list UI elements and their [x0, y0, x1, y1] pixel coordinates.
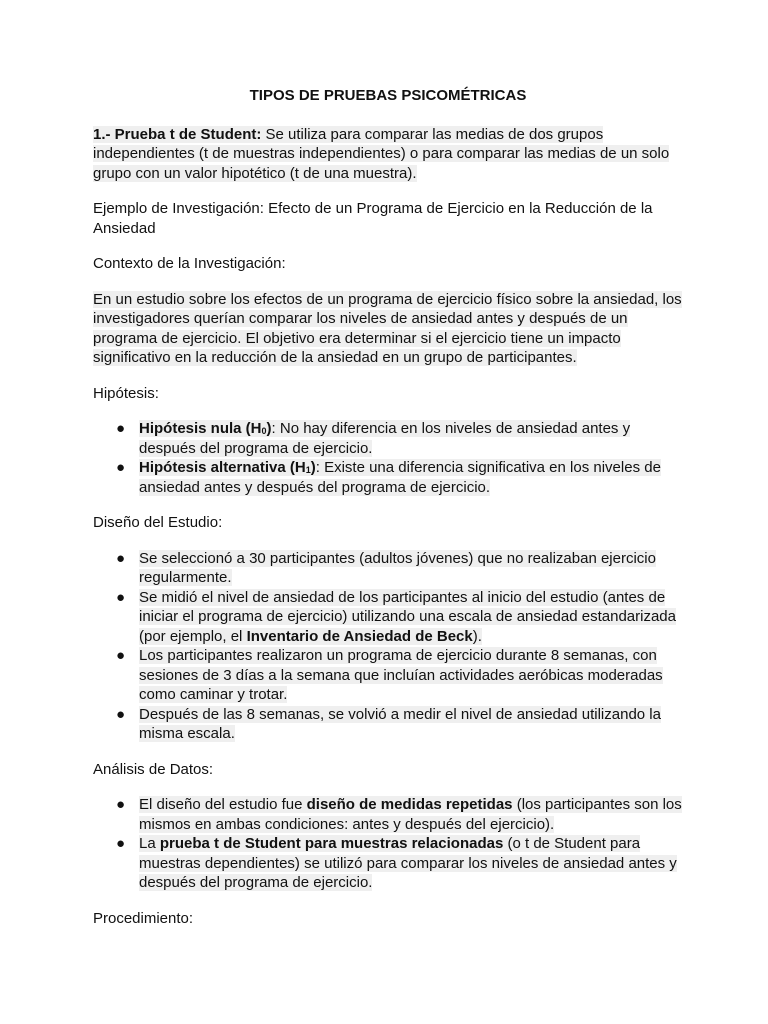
list-item: [93, 588, 683, 647]
bullet-icon: ●: [116, 420, 126, 437]
context-text: En un estudio sobre los efectos de un programa de ejercicio físico sobre la ansiedad, los investigadores querían comparar los niveles de ansiedad antes y después de un programa de ejercicio. El objetivo era determinar si el ejercicio tiene un impacto significativo en la reducción de la ansiedad en un grupo de participantes.: [93, 290, 682, 366]
list-item: [93, 705, 683, 744]
list-item: [93, 834, 683, 893]
context-paragraph: [93, 290, 683, 368]
analysis-item-2-text: La: [139, 835, 160, 852]
analysis-item-2-end: (o t de Student para muestras dependientes) se utilizó para comparar los niveles de ansiedad antes y después del programa de ejercicio.: [139, 835, 677, 891]
alt-hypothesis-text: : Existe una diferencia significativa en los niveles de ansiedad antes y después del programa de ejercicio.: [139, 459, 661, 496]
list-item: [93, 549, 683, 588]
hypothesis-list: [93, 419, 683, 497]
bullet-icon: ●: [116, 459, 126, 476]
null-hypothesis-label: Hipótesis nula $(H_0)$: [139, 420, 272, 437]
design-list: [93, 549, 683, 744]
document-content: [93, 86, 683, 928]
bullet-icon: ●: [116, 588, 126, 606]
list-item: [93, 458, 683, 497]
paired-t-test-term: prueba t de Student para muestras relacionadas: [159, 835, 504, 852]
design-item-1: Se seleccionó a 30 participantes (adultos jóvenes) que no realizaban ejercicio regularmente.: [139, 549, 656, 586]
analysis-item-1-text: El diseño del estudio fue: [139, 796, 307, 813]
context-heading: Contexto de la Investigación:: [93, 255, 286, 272]
list-item: [93, 795, 683, 834]
bullet-icon: ●: [116, 647, 126, 664]
analysis-item-1-end: (los participantes son los mismos en ambas condiciones: antes y después del ejercicio).: [139, 796, 682, 833]
section-1-paragraph: [93, 125, 683, 184]
analysis-heading: Análisis de Datos:: [93, 760, 214, 778]
bullet-icon: ●: [116, 549, 126, 567]
repeated-measures-term: diseño de medidas repetidas: [306, 796, 513, 813]
design-item-3: Los participantes realizaron un programa de ejercicio durante 8 semanas, con sesiones de 3 días a la semana que incluían actividades aeróbicas moderadas como caminar y trotar.: [139, 647, 663, 703]
example-line: Ejemplo de Investigación: Efecto de un Programa de Ejercicio en la Reducción de la Ansiedad: [93, 200, 653, 237]
design-item-4: Después de las 8 semanas, se volvió a medir el nivel de ansiedad utilizando la misma escala.: [139, 705, 661, 742]
hypothesis-heading: Hipótesis:: [93, 384, 159, 402]
section-1-text: Se utiliza para comparar las medias de dos grupos independientes (t de muestras independientes) o para comparar las medias de un solo grupo con un valor hipotético (t de una muestra).: [93, 125, 670, 182]
null-hypothesis-text: : No hay diferencia en los niveles de ansiedad antes y después del programa de ejercicio.: [139, 420, 631, 457]
list-item: [93, 646, 683, 705]
bullet-icon: ●: [116, 796, 126, 813]
document-title: TIPOS DE PRUEBAS PSICOMÉTRICAS: [249, 87, 527, 104]
design-item-2-text: Se midió el nivel de ansiedad de los participantes al inicio del estudio (antes de iniciar el programa de ejercicio) utilizando una escala de ansiedad estandarizada (por ejemplo, el: [139, 588, 676, 645]
list-item: [93, 419, 683, 458]
bullet-icon: ●: [116, 835, 126, 852]
alt-hypothesis-label: Hipótesis alternativa $(H_1)$: [139, 459, 316, 476]
beck-inventory-term: Inventario de Ansiedad de Beck: [246, 627, 473, 645]
design-heading: Diseño del Estudio:: [93, 514, 223, 531]
design-item-2-end: ).: [472, 627, 482, 645]
section-1-heading: 1.- Prueba t de Student:: [93, 125, 262, 143]
bullet-icon: ●: [116, 705, 126, 723]
analysis-list: [93, 795, 683, 893]
procedure-heading: Procedimiento:: [93, 909, 194, 927]
